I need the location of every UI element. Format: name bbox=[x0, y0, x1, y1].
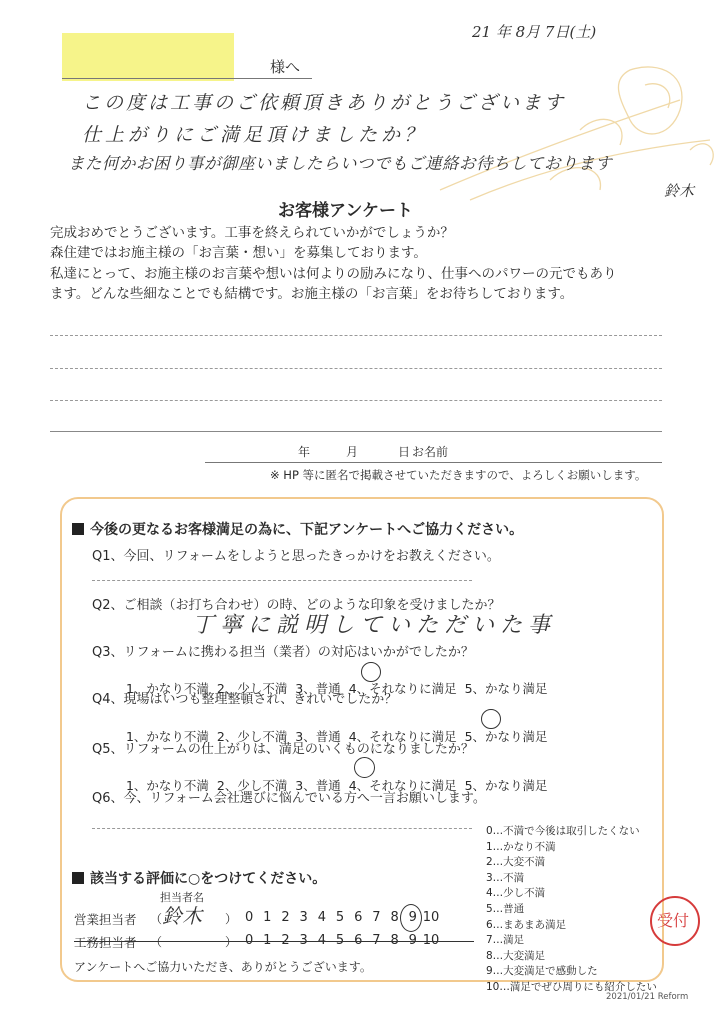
thanks-text: アンケートへご協力いただき、ありがとうございます。 bbox=[74, 960, 372, 974]
construction-scale-1[interactable]: 1 bbox=[263, 933, 272, 948]
sales-scale-0[interactable]: 0 bbox=[244, 910, 254, 925]
q4-option-5[interactable]: 5、かなり満足 bbox=[464, 729, 548, 744]
sales-selected-circle bbox=[400, 904, 422, 932]
construction-scale-10[interactable]: 10 bbox=[422, 933, 440, 948]
date-handwritten: 21 年 8月 7日(土) bbox=[472, 23, 597, 41]
month-label: 月 bbox=[346, 445, 359, 459]
q4-option-3[interactable]: 3、普通 bbox=[295, 729, 341, 744]
message-line-1: この度は工事のご依頼頂きありがとうございます bbox=[82, 92, 567, 114]
intro-line-1: 完成おめでとうございます。工事を終えられていかがでしょうか？ bbox=[50, 225, 454, 241]
sales-staff-label: 営業担当者 bbox=[74, 912, 137, 927]
section2-title bbox=[72, 868, 326, 888]
legend-10: 10…満足でぜひ周りにも紹介したい bbox=[486, 980, 657, 993]
construction-paren-close: ） bbox=[225, 935, 238, 949]
message-signature: 鈴木 bbox=[664, 182, 695, 200]
construction-scale-9[interactable]: 9 bbox=[408, 933, 417, 948]
q3-option-4[interactable]: 4、それなりに満足 bbox=[348, 681, 457, 696]
intro-line-2: 森住建ではお施主様の「お言葉・想い」を募集しております。 bbox=[50, 245, 427, 261]
section1-title bbox=[72, 519, 523, 539]
sales-scale-10[interactable]: 10 bbox=[422, 910, 440, 925]
day-label: 日 bbox=[398, 445, 411, 459]
sales-scale-1[interactable]: 1 bbox=[263, 910, 272, 925]
q4-option-1[interactable]: 1、かなり不満 bbox=[125, 729, 209, 744]
message-line-2: 仕上がりにご満足頂けましたか？ bbox=[82, 124, 428, 146]
legend-2: 2…大変不満 bbox=[486, 856, 546, 869]
intro-line-4: ます。どんな些細なことでも結構です。お施主様の「お言葉」をお待ちしております。 bbox=[50, 286, 574, 302]
anonymous-note: ※ HP 等に匿名で掲載させていただきますので、よろしくお願いします。 bbox=[270, 468, 647, 482]
construction-staff-label: 工務担当者 bbox=[74, 935, 137, 950]
message-line-3: また何かお困り事が御座いましたらいつでもご連絡お待ちしております bbox=[68, 154, 612, 173]
staff-name-label: 担当者名 bbox=[160, 891, 204, 904]
legend-6: 6…まあまあ満足 bbox=[486, 918, 567, 931]
construction-strikethrough bbox=[74, 941, 474, 942]
square-bullet-icon bbox=[72, 523, 84, 535]
sales-scale-4[interactable]: 4 bbox=[317, 910, 326, 925]
q4-selected-circle bbox=[481, 709, 501, 729]
question-3: Q3、リフォームに携わる担当（業者）の対応はいかがでしたか？ bbox=[92, 645, 474, 660]
sales-scale-2[interactable]: 2 bbox=[281, 910, 290, 925]
construction-scale-0[interactable]: 0 bbox=[244, 933, 254, 948]
q5-option-3[interactable]: 3、普通 bbox=[295, 778, 341, 793]
question-4: Q4、現場はいつも整理整頓され、きれいでしたか？ bbox=[92, 692, 398, 707]
name-underline bbox=[62, 78, 312, 79]
legend-9: 9…大変満足で感動した bbox=[486, 965, 598, 978]
legend-7: 7…満足 bbox=[486, 934, 525, 947]
sales-scale-8[interactable]: 8 bbox=[390, 910, 399, 925]
q5-option-4[interactable]: 4、それなりに満足 bbox=[348, 778, 457, 793]
construction-scale-8[interactable]: 8 bbox=[390, 933, 399, 948]
redacted-name-block bbox=[62, 33, 234, 81]
name-label: お名前 bbox=[412, 445, 449, 459]
writing-line[interactable] bbox=[50, 335, 662, 336]
q3-option-2[interactable]: 2、少し不満 bbox=[216, 681, 288, 696]
q5-selected-circle bbox=[354, 757, 375, 778]
intro-line-3: 私達にとって、お施主様のお言葉や想いは何よりの励みになり、仕事へのパワーの元でもあり bbox=[50, 266, 617, 282]
legend-8: 8…大変満足 bbox=[486, 949, 546, 962]
sales-staff-name: 鈴木 bbox=[162, 904, 202, 928]
legend-4: 4…少し不満 bbox=[486, 887, 546, 900]
legend-5: 5…普通 bbox=[486, 902, 525, 915]
question-1: Q1、今回、リフォームをしようと思ったきっかけをお教えください。 bbox=[92, 549, 500, 564]
name-date-line[interactable] bbox=[205, 462, 662, 463]
writing-line[interactable] bbox=[50, 368, 662, 369]
year-label: 年 bbox=[298, 445, 311, 459]
salutation: 様へ bbox=[270, 58, 301, 76]
sales-scale-6[interactable]: 6 bbox=[354, 910, 363, 925]
square-bullet-icon bbox=[72, 872, 84, 884]
question-5: Q5、リフォームの仕上がりは、満足のいくものになりましたか？ bbox=[92, 742, 474, 757]
sales-scale-7[interactable]: 7 bbox=[372, 910, 381, 925]
q2-handwritten-answer: 丁寧に説明していただいた事 bbox=[192, 613, 557, 638]
answer-line-q6[interactable] bbox=[92, 828, 472, 829]
sales-scale-5[interactable]: 5 bbox=[335, 910, 345, 925]
q3-option-5[interactable]: 5、かなり満足 bbox=[464, 681, 548, 696]
footer-date: 2021/01/21 Reform bbox=[606, 992, 689, 1002]
q5-option-5[interactable]: 5、かなり満足 bbox=[464, 778, 548, 793]
construction-scale-5[interactable]: 5 bbox=[335, 933, 345, 948]
received-stamp-text: 受付 bbox=[657, 911, 690, 930]
construction-paren-open: （ bbox=[150, 935, 163, 949]
q5-option-2[interactable]: 2、少し不満 bbox=[216, 778, 288, 793]
sales-scale-9[interactable]: 9 bbox=[408, 910, 417, 925]
question-2: Q2、ご相談（お打ち合わせ）の時、どのような印象を受けましたか？ bbox=[92, 598, 501, 613]
sales-scale-3[interactable]: 3 bbox=[299, 910, 308, 925]
section2-title-text: 該当する評価に○をつけてください。 bbox=[90, 871, 327, 887]
writing-line[interactable] bbox=[50, 431, 662, 432]
rating-legend bbox=[486, 824, 657, 996]
legend-1: 1…かなり不満 bbox=[486, 840, 556, 853]
survey-title: お客様アンケート bbox=[278, 201, 413, 221]
writing-line[interactable] bbox=[50, 400, 662, 401]
construction-scale-2[interactable]: 2 bbox=[281, 933, 290, 948]
sales-paren-open: （ bbox=[150, 912, 163, 926]
section1-title-text: 今後の更なるお客様満足の為に、下記アンケートへご協力ください。 bbox=[90, 522, 524, 538]
q5-option-1[interactable]: 1、かなり不満 bbox=[125, 778, 209, 793]
legend-0: 0…不満で今後は取引したくない bbox=[486, 825, 640, 837]
construction-scale-3[interactable]: 3 bbox=[299, 933, 308, 948]
answer-line-q1[interactable] bbox=[92, 580, 472, 581]
construction-scale-6[interactable]: 6 bbox=[354, 933, 363, 948]
q4-option-4[interactable]: 4、それなりに満足 bbox=[348, 729, 457, 744]
construction-scale-4[interactable]: 4 bbox=[317, 933, 326, 948]
q3-option-1[interactable]: 1、かなり不満 bbox=[125, 681, 209, 696]
legend-3: 3…不満 bbox=[486, 871, 525, 884]
construction-scale-7[interactable]: 7 bbox=[372, 933, 381, 948]
q3-selected-circle bbox=[361, 662, 381, 682]
sales-paren-close: ） bbox=[225, 912, 238, 926]
q4-option-2[interactable]: 2、少し不満 bbox=[216, 729, 288, 744]
q3-option-3[interactable]: 3、普通 bbox=[295, 681, 341, 696]
question-6: Q6、今、リフォーム会社選びに悩んでいる方へ一言お願いします。 bbox=[92, 791, 486, 806]
